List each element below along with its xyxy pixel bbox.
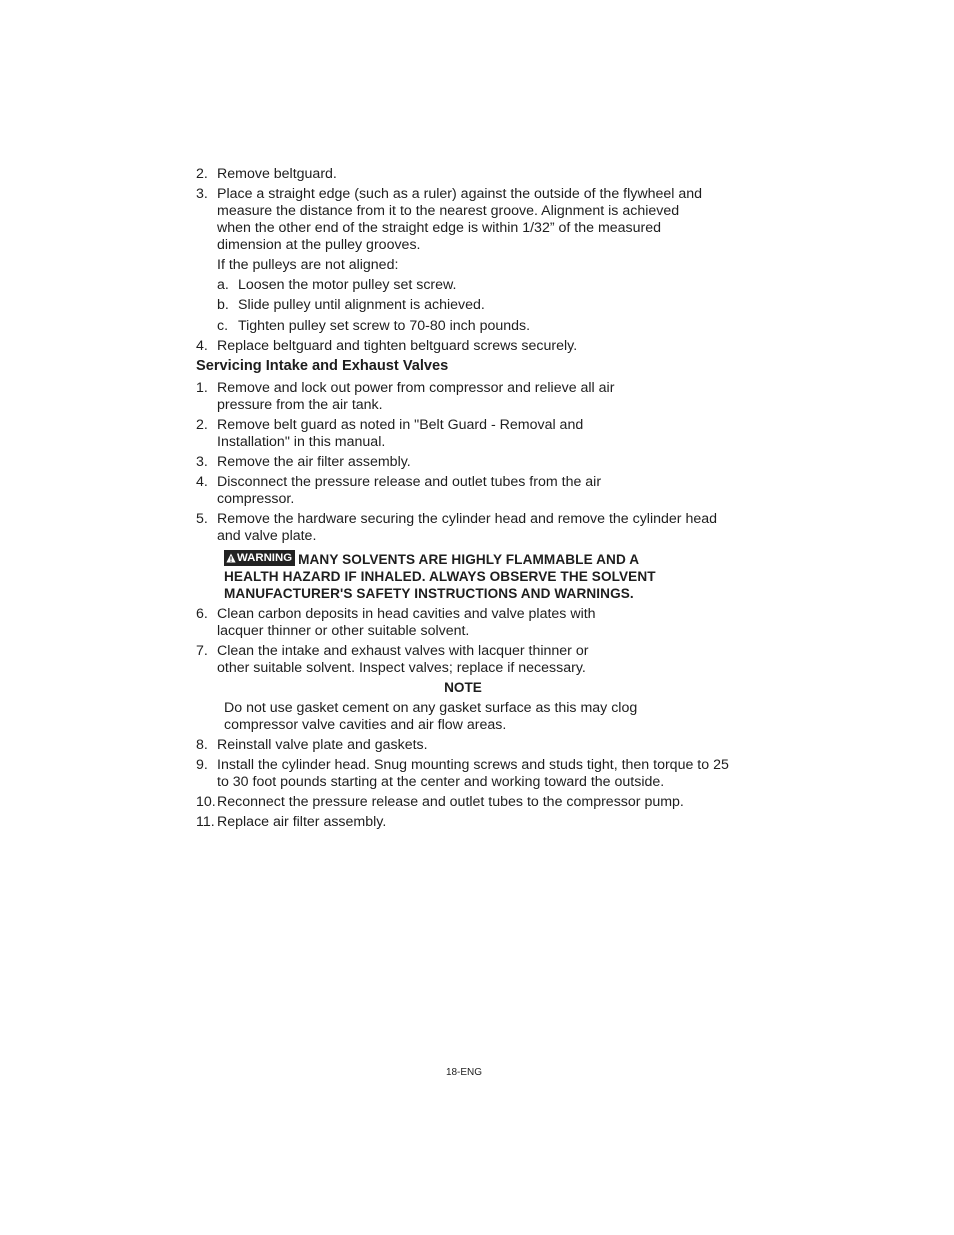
step-letter: a.	[217, 277, 229, 293]
page-number: 18-ENG	[445, 1067, 483, 1078]
step-number: 6.	[196, 606, 208, 622]
step-text: Reinstall valve plate and gaskets.	[217, 737, 428, 753]
step-number: 8.	[196, 737, 208, 753]
warning-text: MANY SOLVENTS ARE HIGHLY FLAMMABLE AND A HEALTH HAZARD IF INHALED. ALWAYS OBSERVE THE SOLVENT MANUFACTURER'S SAFETY INSTRUCTIONS AND WARNINGS.	[224, 552, 656, 601]
step-number: 10.	[196, 794, 216, 810]
step-number: 11.	[196, 814, 215, 830]
step-text: Remove and lock out power from compressor and relieve all air pressure from the air tank.	[217, 380, 615, 413]
step-text: Clean the intake and exhaust valves with lacquer thinner or other suitable solvent. Inspect valves; replace if necessary.	[217, 643, 589, 676]
step-text: Remove beltguard.	[217, 166, 337, 182]
step-text: Place a straight edge (such as a ruler) against the outside of the flywheel and measure the distance from it to the nearest groove. Alignment is achieved when the other end of the straight edge is within 1/32” of the measured dimension at the pulley grooves.	[217, 186, 703, 253]
note-text: Do not use gasket cement on any gasket surface as this may clog compressor valve cavities and air flow areas.	[224, 700, 638, 733]
step-number: 2.	[196, 166, 208, 182]
step-text: Replace air filter assembly.	[217, 814, 387, 830]
step-number: 2.	[196, 417, 208, 433]
step-number: 1.	[196, 380, 208, 396]
step-number: 7.	[196, 643, 208, 659]
step-text: Tighten pulley set screw to 70-80 inch pounds.	[238, 318, 531, 334]
warning-block	[224, 550, 694, 602]
step-text: Remove the hardware securing the cylinder head and remove the cylinder head and valve plate.	[217, 511, 718, 544]
step-text: Clean carbon deposits in head cavities and valve plates with lacquer thinner or other suitable solvent.	[217, 606, 596, 639]
section-heading: Servicing Intake and Exhaust Valves	[196, 358, 449, 374]
step-text: Install the cylinder head. Snug mounting screws and studs tight, then torque to 25 to 30 foot pounds starting at the center and working toward the outside.	[217, 757, 729, 790]
alert-triangle-icon	[226, 553, 236, 563]
step-text: Slide pulley until alignment is achieved.	[238, 297, 485, 313]
step-number: 3.	[196, 186, 208, 202]
step-number: 3.	[196, 454, 208, 470]
not-aligned-intro: If the pulleys are not aligned:	[217, 257, 399, 273]
step-text: Replace beltguard and tighten beltguard screws securely.	[217, 338, 578, 354]
step-letter: b.	[217, 297, 229, 313]
step-number: 4.	[196, 338, 208, 354]
step-text: Loosen the motor pulley set screw.	[238, 277, 457, 293]
step-text: Reconnect the pressure release and outlet tubes to the compressor pump.	[217, 794, 684, 810]
warning-badge-label: WARNING	[237, 552, 293, 564]
note-title: NOTE	[444, 680, 482, 695]
step-text: Disconnect the pressure release and outlet tubes from the air compressor.	[217, 474, 602, 507]
step-number: 9.	[196, 757, 208, 773]
step-text: Remove belt guard as noted in "Belt Guard - Removal and Installation" in this manual.	[217, 417, 584, 450]
step-number: 4.	[196, 474, 208, 490]
step-text: Remove the air filter assembly.	[217, 454, 411, 470]
step-letter: c.	[217, 318, 229, 334]
step-number: 5.	[196, 511, 208, 527]
warning-badge	[224, 550, 295, 566]
